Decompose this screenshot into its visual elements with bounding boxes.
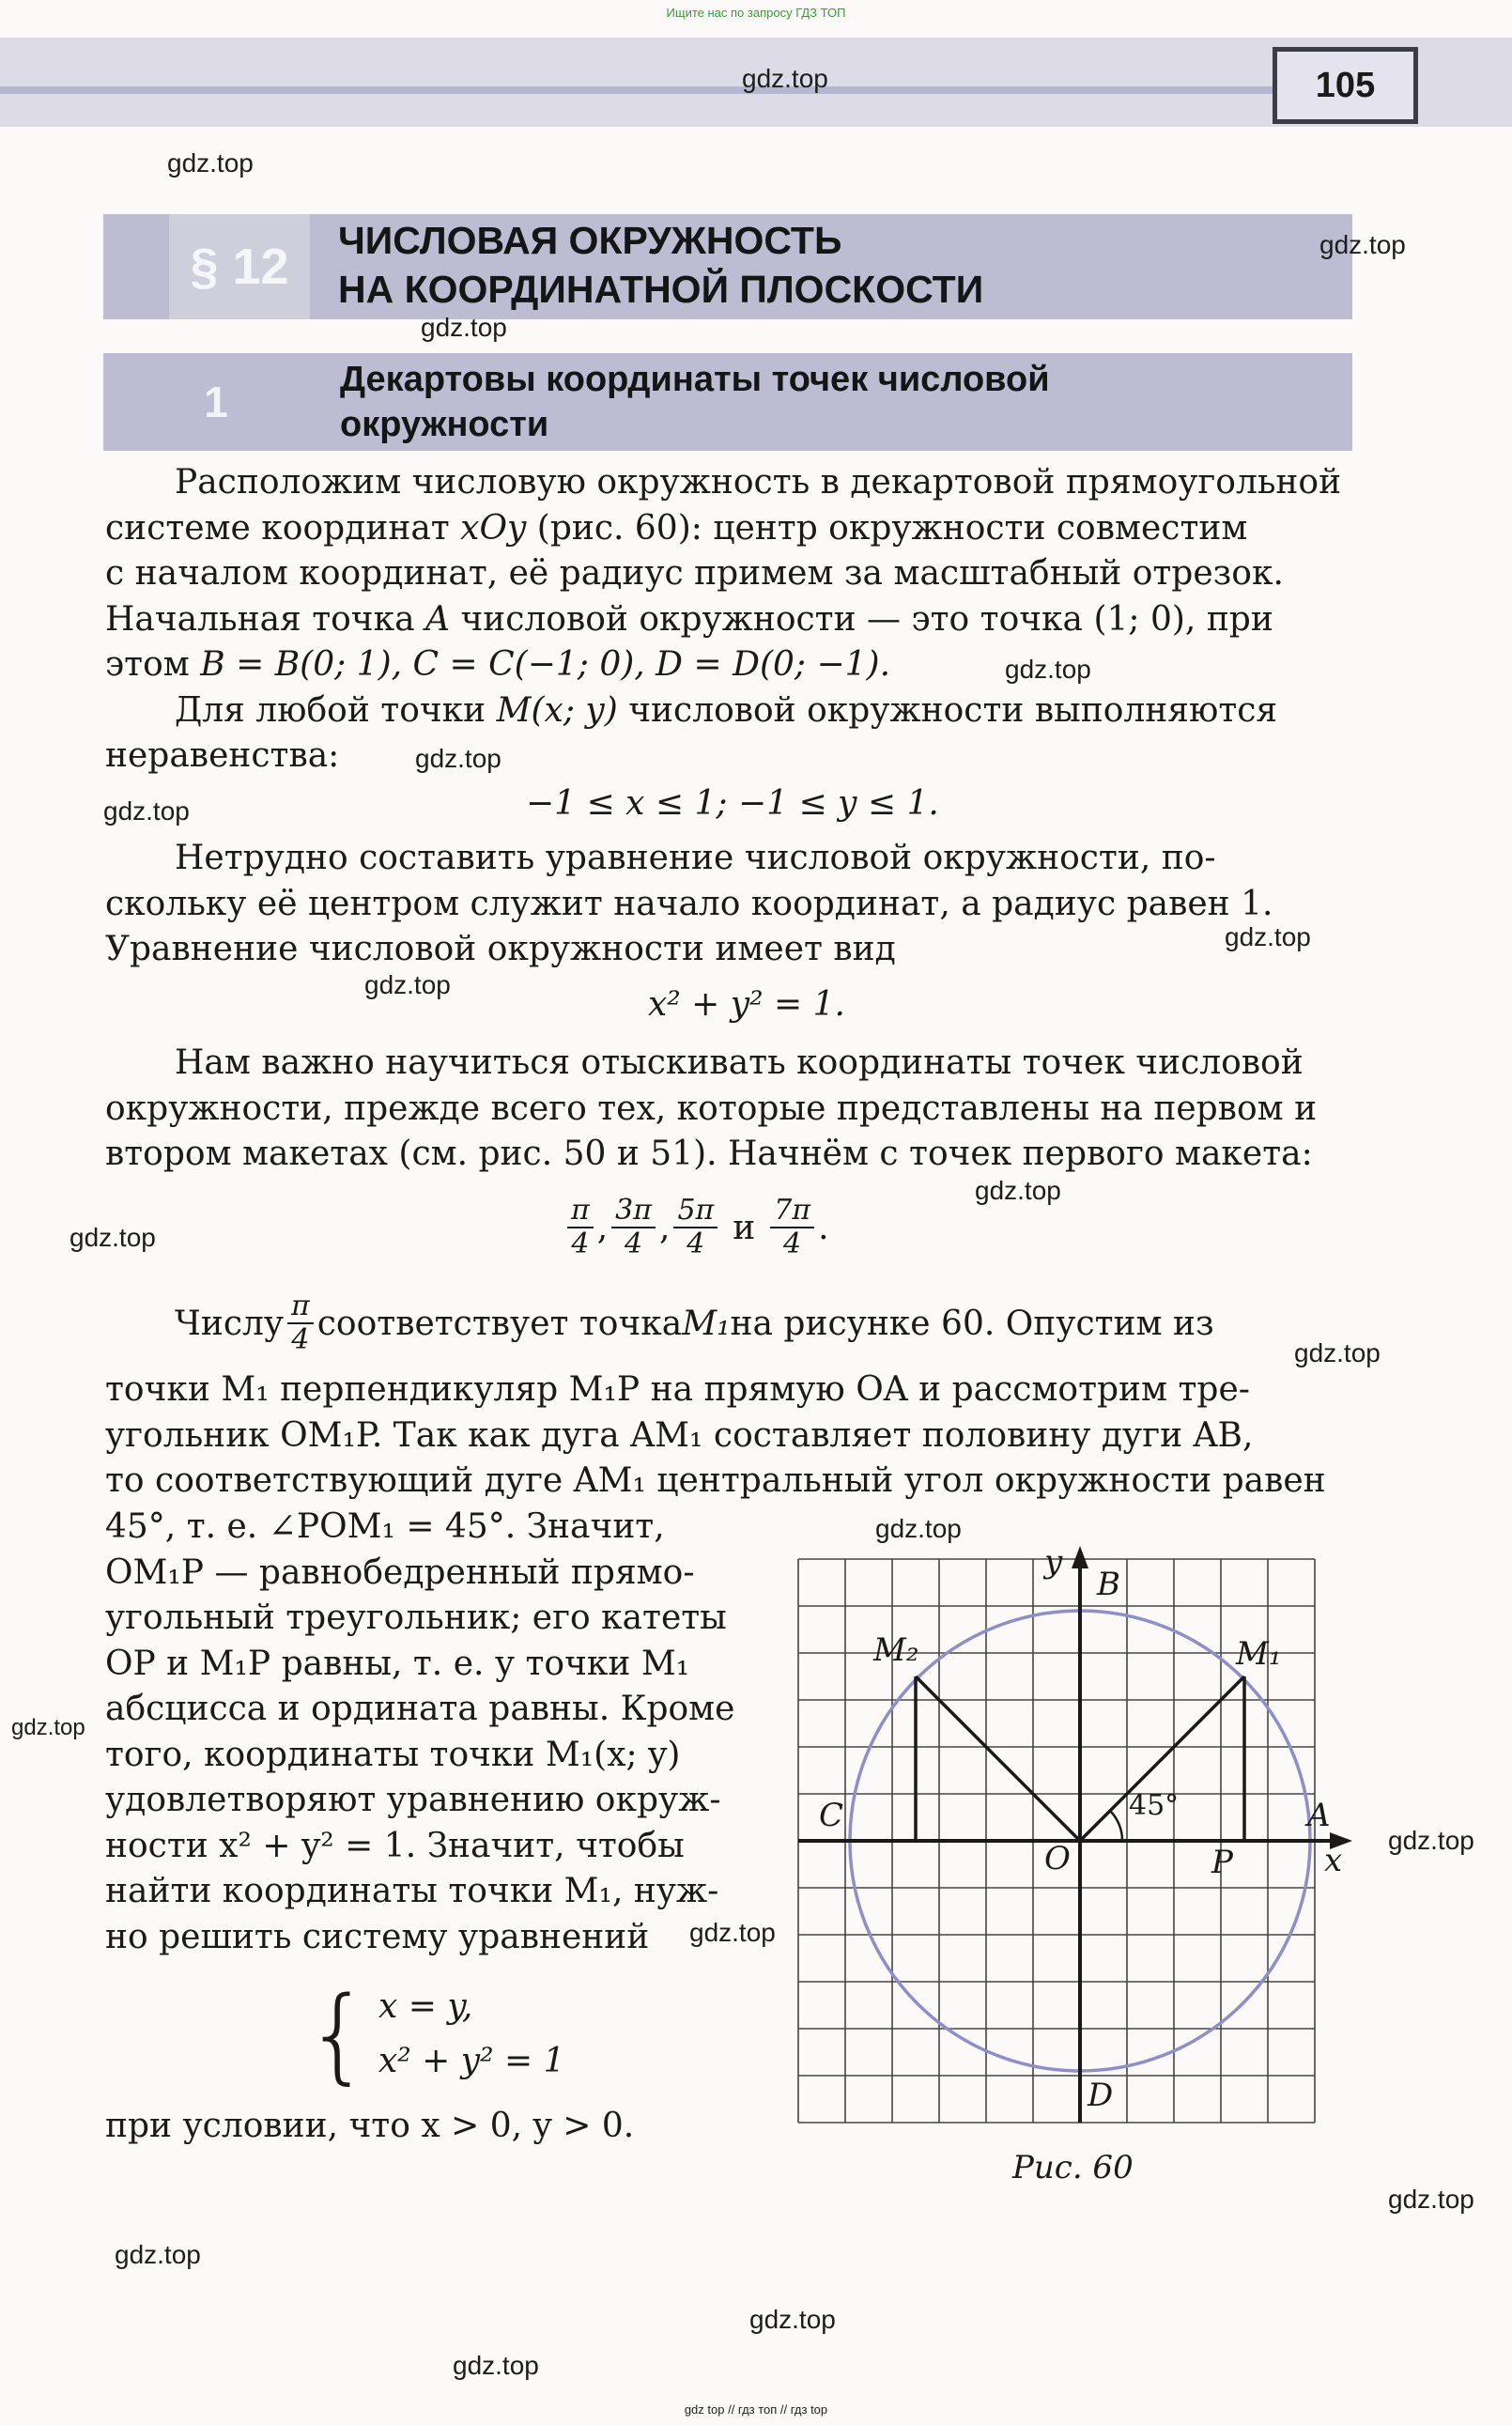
text-line: скольку её центром служит начало координат, а радиус равен 1. [105, 884, 1273, 923]
point-B-label: B [1097, 1566, 1120, 1603]
paragraph-2 [105, 836, 1352, 973]
text-line: неравенства: [105, 736, 340, 775]
text-line: OP и M₁P равны, т. е. у точки M₁ [105, 1644, 690, 1683]
paragraph-3 [105, 1041, 1352, 1178]
watermark: gdz.top [11, 1715, 85, 1740]
figure-60 [779, 1540, 1362, 2160]
first-template-points: $\frac{\pi}{4}$ , $\frac{3\pi}{4}$ , $\frac{5\pi}{4}$ и $\frac{7\pi}{4}$ . [563, 1195, 829, 1260]
watermark: gdz.top [1225, 922, 1311, 951]
paragraph-4-narrow [105, 1505, 753, 1960]
system-eq-2: x² + y² = 1 [378, 2042, 565, 2080]
fraction: $\frac{7\pi}{4}$ [770, 1195, 814, 1260]
condition-line: при условии, что x > 0, y > 0. [105, 2107, 635, 2145]
fraction: $\frac{3\pi}{4}$ [611, 1195, 656, 1260]
text-line: удовлетворяют уравнению окруж- [105, 1781, 721, 1819]
text-line: найти координаты точки M₁, нуж- [105, 1872, 719, 1910]
section-title-line1: ЧИСЛОВАЯ ОКРУЖНОСТЬ [338, 219, 842, 262]
watermark: gdz.top [167, 148, 254, 178]
watermark: gdz.top [749, 2305, 836, 2334]
text-line: то соответствующий дуге AM₁ центральный угол окружности равен [105, 1461, 1326, 1500]
angle-label: 45° [1129, 1789, 1180, 1822]
fraction: $\frac{\pi}{4}$ [287, 1290, 314, 1356]
watermark: gdz.top [115, 2240, 201, 2269]
text-line: окружности, прежде всего тех, которые представлены на первом и [105, 1089, 1318, 1128]
text-line: Для любой точки M(x; y) числовой окружности выполняются [175, 690, 1278, 730]
section-number: § 12 [169, 214, 310, 319]
watermark: gdz.top [975, 1176, 1061, 1205]
text-line: Расположим числовую окружность в декартовой прямоугольной [175, 463, 1342, 502]
y-axis-arrow [1072, 1546, 1088, 1568]
watermark: gdz.top [1294, 1338, 1381, 1367]
footer: gdz top // гдз топ // гдз top [684, 2402, 828, 2417]
watermark: gdz.top [364, 970, 451, 999]
text-line: Нам важно научиться отыскивать координаты точек числовой [175, 1043, 1304, 1082]
circle-equation: x² + y² = 1. [648, 985, 845, 1024]
point-C-label: C [819, 1797, 844, 1834]
section-title-line2: НА КООРДИНАТНОЙ ПЛОСКОСТИ [338, 268, 984, 311]
watermark: gdz.top [421, 313, 507, 342]
top-notice: Ищите нас по запросу ГДЗ ТОП [666, 6, 846, 20]
point-D-label: D [1088, 2077, 1114, 2114]
text-line: ности x² + y² = 1. Значит, чтобы [105, 1826, 685, 1865]
point-M1-label: M₁ [1236, 1635, 1282, 1673]
subsection-title-line2: окружности [340, 405, 549, 444]
watermark: gdz.top [1388, 1826, 1474, 1855]
brace: { [305, 1974, 371, 2094]
text-line: угольный треугольник; его катеты [105, 1599, 727, 1637]
text-line: но решить систему уравнений [105, 1917, 650, 1956]
angle-arc [1110, 1811, 1122, 1841]
point-A-label: A [1307, 1797, 1331, 1834]
figure-caption: Рис. 60 [1012, 2149, 1134, 2186]
paragraph-4-line1: Числу $\frac{\pi}{4}$ соответствует точка M₁ на рисунке 60. Опустим из [175, 1290, 1214, 1356]
subsection-title [340, 357, 1050, 447]
page-number: 105 [1273, 47, 1418, 124]
y-axis-label: y [1044, 1543, 1063, 1581]
paragraph-4-full [105, 1367, 1352, 1505]
equation-system [305, 1974, 565, 2094]
fraction: $\frac{5\pi}{4}$ [673, 1195, 717, 1260]
point-P-label: P [1211, 1844, 1233, 1881]
text-line: угольник OM₁P. Так как дуга AM₁ составляет половину дуги AB, [105, 1415, 1254, 1455]
watermark: gdz.top [1005, 655, 1091, 684]
watermark: gdz.top [453, 2351, 539, 2380]
text-line: OM₁P — равнобедренный прямо- [105, 1552, 695, 1592]
watermark: gdz.top [742, 64, 828, 93]
text-line: Уравнение числовой окружности имеет вид [105, 930, 896, 968]
text-line: с началом координат, её радиус примем за масштабный отрезок. [105, 554, 1284, 593]
text-line: Нетрудно составить уравнение числовой окружности, по- [175, 839, 1216, 877]
subsection-number: 1 [204, 378, 228, 426]
text-line: 45°, т. е. ∠POM₁ = 45°. Значит, [105, 1507, 665, 1546]
point-M2-label: M₂ [873, 1631, 919, 1669]
subsection-title-line1: Декартовы координаты точек числовой [340, 360, 1050, 399]
watermark: gdz.top [1319, 230, 1406, 259]
text-line: абсцисса и ордината равны. Кроме [105, 1690, 735, 1728]
paragraph-1 [105, 460, 1352, 780]
text-line: того, координаты точки M₁(x; y) [105, 1735, 681, 1774]
text-line: этом B = B(0; 1), C = C(−1; 0), D = D(0; −1). [105, 645, 891, 684]
text-line: системе координат xOy (рис. 60): центр окружности совместим [105, 508, 1248, 548]
section-title [338, 216, 983, 314]
x-axis-label: x [1324, 1842, 1343, 1879]
system-eq-1: x = y, [378, 1987, 473, 2026]
inequality-formula: −1 ≤ x ≤ 1; −1 ≤ y ≤ 1. [526, 784, 939, 823]
text-line: точки M₁ перпендикуляр M₁P на прямую OA и рассмотрим тре- [105, 1370, 1250, 1409]
text-line: Начальная точка A числовой окружности — это точка (1; 0), при [105, 599, 1273, 639]
watermark: gdz.top [415, 744, 501, 773]
header-rule [0, 86, 1315, 94]
point-O-label: O [1044, 1840, 1071, 1877]
fraction: $\frac{\pi}{4}$ [567, 1195, 594, 1260]
text-line: втором макетах (см. рис. 50 и 51). Начнём с точек первого макета: [105, 1135, 1313, 1173]
watermark: gdz.top [689, 1918, 776, 1947]
watermark: gdz.top [1388, 2185, 1474, 2214]
watermark: gdz.top [69, 1223, 156, 1252]
watermark: gdz.top [875, 1514, 962, 1543]
watermark: gdz.top [103, 796, 190, 826]
